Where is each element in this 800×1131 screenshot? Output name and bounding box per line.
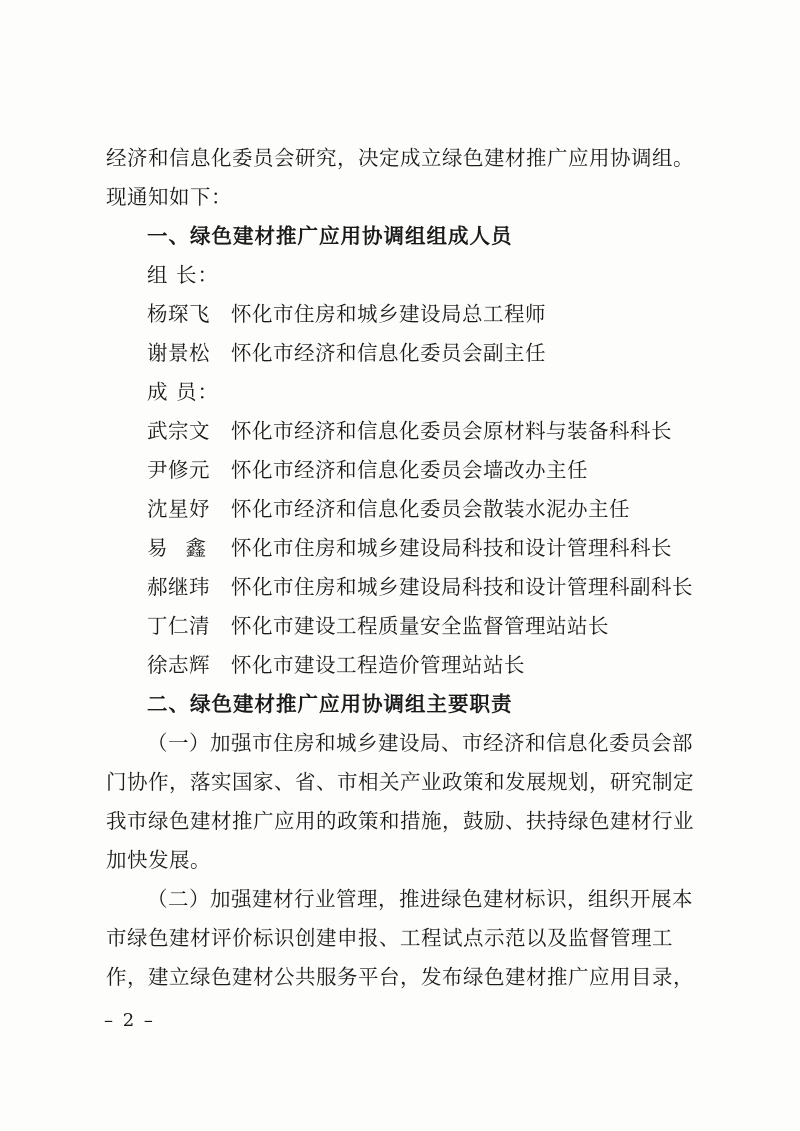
leader-title: 怀化市住房和城乡建设局总工程师 bbox=[231, 302, 546, 326]
leader-label: 组 长： bbox=[147, 263, 220, 287]
member-row bbox=[147, 534, 672, 562]
paragraph-line: （二）加强建材行业管理，推进绿色建材标识，组织开展本 bbox=[147, 887, 693, 911]
member-title: 怀化市住房和城乡建设局科技和设计管理科副科长 bbox=[231, 575, 693, 599]
leader-name: 杨琛飞 bbox=[147, 302, 210, 326]
member-name: 武宗文 bbox=[147, 419, 210, 443]
member-title: 怀化市建设工程造价管理站站长 bbox=[231, 653, 525, 677]
member-label: 成 员： bbox=[147, 380, 220, 404]
member-name: 郝继玮 bbox=[147, 575, 210, 599]
page-number: – 2 – bbox=[104, 1010, 155, 1031]
member-row bbox=[147, 417, 672, 445]
member-name: 沈星妤 bbox=[147, 497, 210, 521]
member-row bbox=[147, 495, 630, 523]
paragraph-line: 门协作，落实国家、省、市相关产业政策和发展规划，研究制定 bbox=[106, 770, 694, 794]
member-row bbox=[147, 612, 609, 640]
leader-title: 怀化市经济和信息化委员会副主任 bbox=[231, 341, 546, 365]
member-row bbox=[147, 573, 693, 601]
paragraph-line: 市绿色建材评价标识创建申报、工程试点示范以及监督管理工 bbox=[106, 926, 673, 950]
member-title: 怀化市经济和信息化委员会墙改办主任 bbox=[231, 458, 588, 482]
paragraph-line: 加快发展。 bbox=[106, 848, 211, 872]
member-title: 怀化市经济和信息化委员会原材料与装备科科长 bbox=[231, 419, 672, 443]
section2-heading: 二、绿色建材推广应用协调组主要职责 bbox=[147, 692, 513, 716]
paragraph-line: 我市绿色建材推广应用的政策和措施，鼓励、扶持绿色建材行业 bbox=[106, 809, 694, 833]
member-row bbox=[147, 456, 588, 484]
leader-name: 谢景松 bbox=[147, 341, 210, 365]
member-name: 易鑫 bbox=[147, 536, 224, 560]
section1-heading: 一、绿色建材推广应用协调组组成人员 bbox=[147, 224, 513, 248]
member-name: 尹修元 bbox=[147, 458, 210, 482]
member-row bbox=[147, 651, 525, 679]
member-name: 丁仁清 bbox=[147, 614, 210, 638]
member-title: 怀化市经济和信息化委员会散装水泥办主任 bbox=[231, 497, 630, 521]
leader-row bbox=[147, 300, 546, 328]
paragraph-line: 作，建立绿色建材公共服务平台，发布绿色建材推广应用目录， bbox=[106, 965, 694, 989]
member-title: 怀化市住房和城乡建设局科技和设计管理科科长 bbox=[231, 536, 672, 560]
intro-line-2: 现通知如下： bbox=[106, 185, 232, 209]
paragraph-line: （一）加强市住房和城乡建设局、市经济和信息化委员会部 bbox=[147, 731, 693, 755]
leader-row bbox=[147, 339, 546, 367]
member-title: 怀化市建设工程质量安全监督管理站站长 bbox=[231, 614, 609, 638]
intro-line-1: 经济和信息化委员会研究，决定成立绿色建材推广应用协调组。 bbox=[106, 146, 694, 170]
member-name: 徐志辉 bbox=[147, 653, 210, 677]
